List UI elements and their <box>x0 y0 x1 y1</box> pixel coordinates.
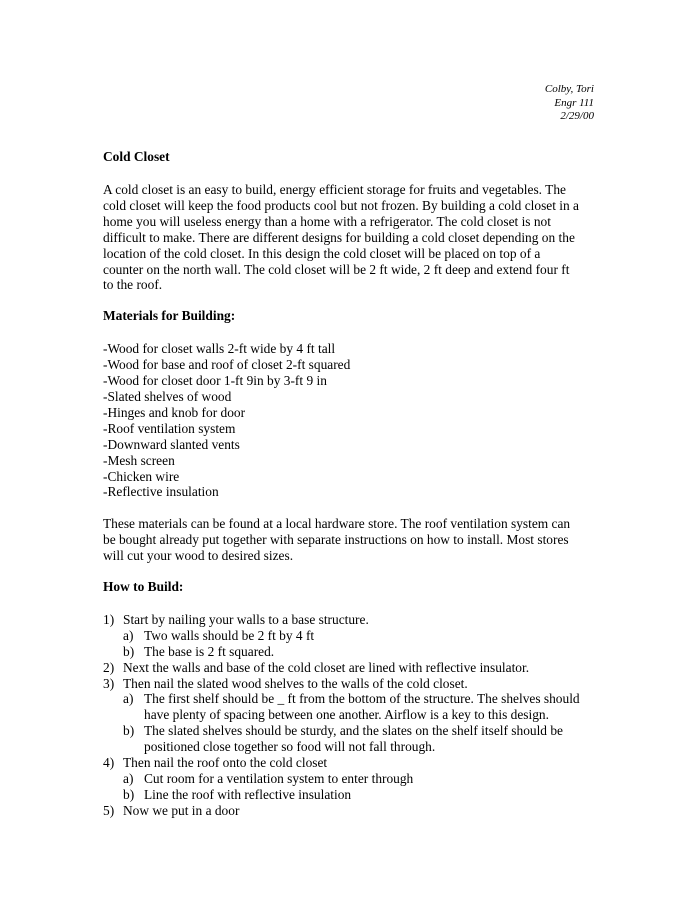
substep-letter: a) <box>123 691 134 707</box>
document-title: Cold Closet <box>103 149 170 164</box>
substep-letter: a) <box>123 771 134 786</box>
substep-text: positioned close together so food will not fall through. <box>144 739 436 755</box>
substep <box>123 691 603 723</box>
materials-note-line: will cut your wood to desired sizes. <box>103 548 294 564</box>
substep-letter: b) <box>123 786 135 802</box>
step-text: Now we put in a door <box>123 802 240 818</box>
course-code: Engr 111 <box>554 96 594 109</box>
header-block <box>545 83 594 124</box>
material-item: -Chicken wire <box>103 468 180 484</box>
material-item: -Wood for base and roof of closet 2-ft squared <box>103 357 351 373</box>
intro-line: home you will useless energy than a home with a refrigerator. The cold closet is not <box>103 213 551 229</box>
intro-line: location of the cold closet. In this design the cold closet will be placed on top of a <box>103 245 541 261</box>
substep-list <box>123 691 603 755</box>
substep-text: Cut room for a ventilation system to enter through <box>144 771 414 786</box>
material-item: -Hinges and knob for door <box>103 404 246 420</box>
material-item: -Mesh screen <box>103 452 175 468</box>
substep <box>123 771 603 787</box>
intro-line: cold closet will keep the food products cool but not frozen. By building a cold closet in a <box>103 197 580 213</box>
step-text: Then nail the slated wood shelves to the walls of the cold closet. <box>123 675 468 691</box>
material-item: -Wood for closet walls 2-ft wide by 4 ft tall <box>103 341 336 357</box>
substep-letter: b) <box>123 723 135 739</box>
step-text: Next the walls and base of the cold closet are lined with reflective insulator. <box>123 659 530 675</box>
document-body <box>103 149 603 819</box>
substep-text: Line the roof with reflective insulation <box>144 786 352 802</box>
substep-letter: a) <box>123 627 134 643</box>
step-text: Then nail the roof onto the cold closet <box>123 755 328 771</box>
substep-text: have plenty of spacing between one another. Airflow is a key to this design. <box>144 707 549 723</box>
substep-text: The slated shelves should be sturdy, and the slates on the shelf itself should be <box>144 723 563 739</box>
intro-paragraph <box>103 182 603 293</box>
substep <box>123 628 603 644</box>
materials-note <box>103 516 603 564</box>
substep-text: The first shelf should be _ ft from the bottom of the structure. The shelves should <box>144 691 580 707</box>
intro-line: to the roof. <box>103 277 163 293</box>
materials-list <box>103 341 603 500</box>
step-number: 3) <box>103 675 115 691</box>
step-number: 5) <box>103 802 115 818</box>
substep-list <box>123 771 603 803</box>
intro-line: A cold closet is an easy to build, energy efficient storage for fruits and vegetables. The <box>103 182 566 197</box>
document-date: 2/29/00 <box>560 110 594 122</box>
substep-list <box>123 628 603 660</box>
how-to-heading: How to Build: <box>103 579 184 595</box>
substep <box>123 644 603 660</box>
substep <box>123 787 603 803</box>
build-step <box>103 612 603 660</box>
materials-note-line: These materials can be found at a local hardware store. The roof ventilation system can <box>103 516 571 532</box>
substep-text: The base is 2 ft squared. <box>144 643 275 659</box>
build-step <box>103 803 603 819</box>
materials-note-line: be bought already put together with separate instructions on how to install. Most stores <box>103 532 569 548</box>
material-item: -Downward slanted vents <box>103 436 240 452</box>
build-steps <box>103 612 603 819</box>
substep <box>123 723 603 755</box>
build-step <box>103 660 603 676</box>
build-step <box>103 676 603 756</box>
materials-heading: Materials for Building: <box>103 308 236 324</box>
step-number: 1) <box>103 611 115 627</box>
substep-text: Two walls should be 2 ft by 4 ft <box>144 627 315 643</box>
material-item: -Reflective insulation <box>103 484 219 500</box>
intro-line: counter on the north wall. The cold closet will be 2 ft wide, 2 ft deep and extend four ft <box>103 261 570 277</box>
material-item: -Slated shelves of wood <box>103 388 232 404</box>
material-item: -Wood for closet door 1-ft 9in by 3-ft 9 in <box>103 373 327 389</box>
build-step <box>103 755 603 803</box>
step-number: 4) <box>103 755 115 771</box>
substep-letter: b) <box>123 643 135 659</box>
step-number: 2) <box>103 659 115 675</box>
material-item: -Roof ventilation system <box>103 420 236 436</box>
step-text: Start by nailing your walls to a base structure. <box>123 611 369 627</box>
intro-line: difficult to make. There are different designs for building a cold closet depending on the <box>103 229 575 245</box>
author-name: Colby, Tori <box>544 83 594 95</box>
